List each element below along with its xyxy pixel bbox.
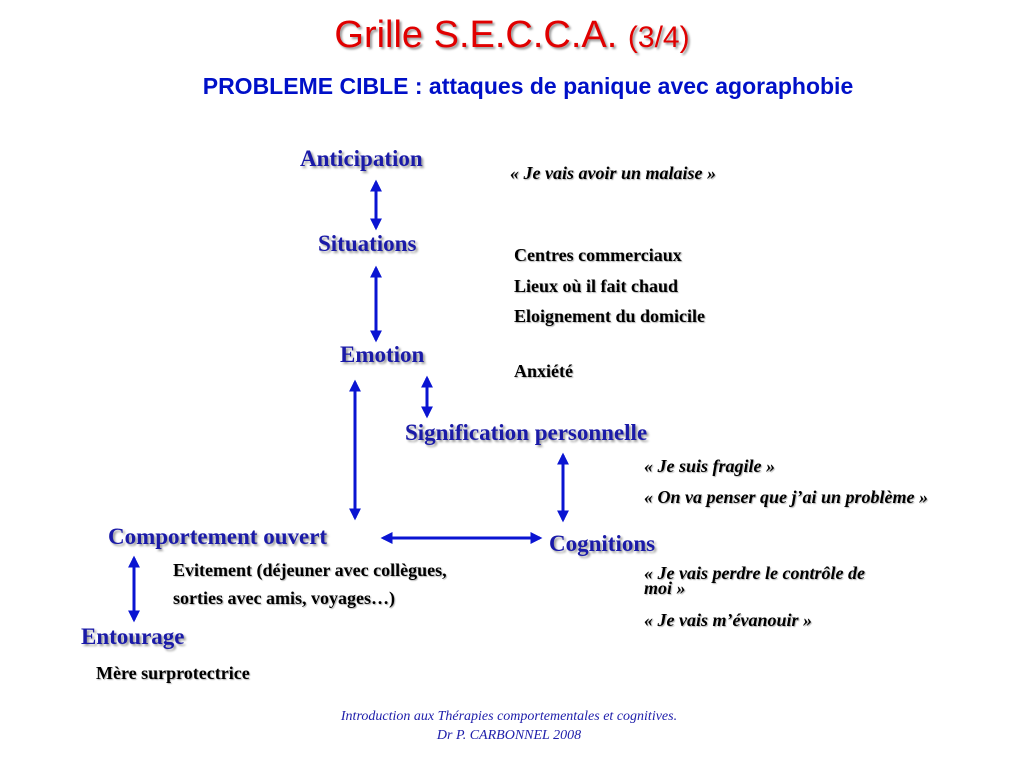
title-part: (3/4) xyxy=(627,21,690,54)
note-signification-quote: « On va penser que j’ai un problème » xyxy=(644,487,929,507)
footer-line-2: Dr P. CARBONNEL 2008 xyxy=(436,728,582,743)
note-emotion-item: Anxiété xyxy=(514,361,573,381)
node-anticipation: Anticipation xyxy=(300,146,423,171)
note-situation-item: Eloignement du domicile xyxy=(514,306,706,326)
note-comportement-line: sorties avec amis, voyages…) xyxy=(173,588,395,608)
problem-subtitle: PROBLEME CIBLE : attaques de panique avec agoraphobie xyxy=(202,73,854,99)
footer-line-1: Introduction aux Thérapies comportementales et cognitives. xyxy=(340,709,678,724)
note-situation-item: Lieux où il fait chaud xyxy=(514,276,679,296)
note-cognitions-quote-1: « Je vais perdre le contrôle de xyxy=(644,563,865,583)
title-text: Grille S.E.C.C.A. xyxy=(334,14,618,56)
node-entourage: Entourage xyxy=(81,624,185,649)
node-signification-personnelle: Signification personnelle xyxy=(405,420,648,445)
note-entourage-item: Mère surprotectrice xyxy=(96,663,250,683)
note-comportement-line: Evitement (déjeuner avec collègues, xyxy=(173,560,447,580)
node-cognitions: Cognitions xyxy=(549,531,656,556)
note-anticipation-quote: « Je vais avoir un malaise » xyxy=(510,163,716,183)
node-comportement-ouvert: Comportement ouvert xyxy=(108,524,328,549)
note-situation-item: Centres commerciaux xyxy=(514,245,682,265)
node-emotion: Emotion xyxy=(340,342,425,367)
note-signification-quote: « Je suis fragile » xyxy=(644,456,776,476)
node-situations: Situations xyxy=(318,231,417,256)
note-cognitions-quote-1-cont: moi » xyxy=(644,578,686,598)
note-cognitions-quote-2: « Je vais m’évanouir » xyxy=(644,610,812,630)
